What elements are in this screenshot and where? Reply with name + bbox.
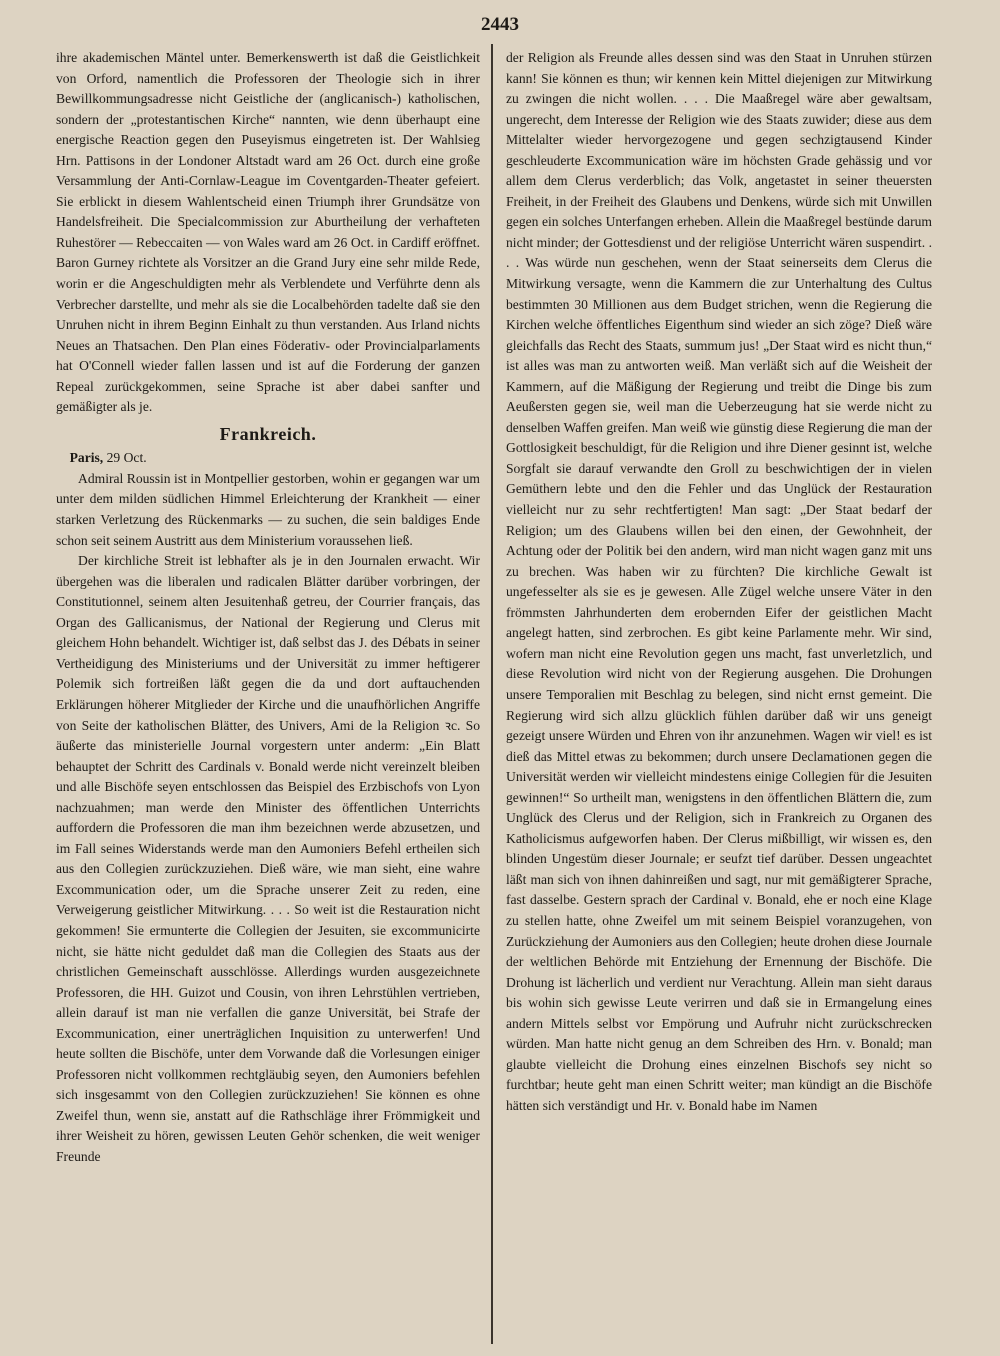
article-paragraph: Admiral Roussin ist in Montpellier gestorben, wohin er gegangen war um unter dem milden südlichen Himmel Erleichterung der Krankheit — einer starken Verletzung des Rückenmarks — zu suchen, die sein baldiges Ende schon seit seinem Austritt aus dem Ministerium voraussehen ließ. <box>56 470 480 548</box>
left-column <box>56 48 480 1168</box>
dateline-line <box>56 448 480 469</box>
article-paragraph: Der kirchliche Streit ist lebhafter als je in den Journalen erwacht. Wir übergehen was die liberalen und radicalen Blätter darüber vorbringen, der Constitutionnel, seinem alten Jesuitenhaß getreu, der Courrier français, das Organ des Gallicanismus, der National der Regierung und Clerus mit gleichem Hohn behandelt. Wichtiger ist, daß selbst das J. des Débats in seiner Vertheidigung des Ministeriums und der Universität zu immer heftigerer Polemik sich fortreißen läßt gegen die da und dort auftauchenden Erklärungen höherer Mitglieder der Kirche und die unaufhörlichen Angriffe von Seite der katholischen Blätter, des Univers, Ami de la Religion ꝛc. So äußerte das ministerielle Journal vorgestern unter anderm: „Ein Blatt behauptet der Schritt des Cardinals v. Bonald werde nicht vereinzelt bleiben und alle Bischöfe seyen entschlossen das Beispiel des Erzbischofs von Lyon nachzuahmen; man werde den Minister des öffentlichen Unterrichts auffordern die Professoren die man ihm bezeichnen werde abzusetzen, und im Fall seines Widerstands werde man den Aumoniers Befehl ertheilen sich aus den Collegien zurückzuziehen. Dieß wäre, wie man sieht, eine wahre Excommunication oder, um die Sprache unserer Zeit zu reden, eine Verweigerung geistlicher Mitwirkung. . . . So weit ist die Restauration nicht gekommen! Sie ermunterte die Collegien der Jesuiten, sie excommunicirte nicht, sie hätte nicht geduldet daß man die Collegien des Staats aus der christlichen Gemeinschaft ausschlösse. Allerdings wurden ausgezeichnete Professoren, die HH. Guizot und Cousin, von ihren Lehrstühlen vertrieben, allein darauf ist man nie verfallen die ganze Universität, bei Strafe der Excommunication, einer unerträglichen Inquisition zu unterwerfen! Und heute sollten die Bischöfe, unter dem Vorwande daß die Vorlesungen einiger Professoren nicht vollkommen rechtgläubig seyen, den Aumoniers befehlen sich insgesammt von den Collegien zurückzuziehen! Sie können es ohne Zweifel thun, wenn sie, anstatt auf die Rathschläge ihrer Frömmigkeit und ihrer Weisheit zu hören, gewissen Leuten Gehör schenken, die weit weniger Freunde <box>56 553 480 1164</box>
article-paragraph: der Religion als Freunde alles dessen sind was den Staat in Unruhen stürzen kann! Sie können es thun; wir kennen kein Mittel diejenigen zur Mitwirkung zu zwingen die nicht wollen. . . . Die Maaßregel wäre aber gewaltsam, ungerecht, dem Interesse der Religion wie des Staats zuwider; diese aus dem Mittelalter wieder hervorgezogene und gegen sechzigtausend Kinder geschleuderte Excommunication wäre im höchsten Grade gehässig und vor allem dem Clerus verderblich; das Volk, angetastet in seiner theuersten Freiheit, in der Freiheit des Glaubens und Denkens, würde sich mit Unwillen gegen ein solches Unterfangen erheben. Allein die Maaßregel bestünde darum nicht minder; der Gottesdienst und der religiöse Unterricht wären suspendirt. . . . Was würde nun geschehen, wenn der Staat seinerseits dem Clerus die Mitwirkung versagte, wenn die Kammern die zur Unterhaltung des Cultus bestimmten 30 Millionen aus dem Budget strichen, wenn die Regierung die Kirchen welche öffentliches Eigenthum sind wieder an sich zöge? Dieß wäre gleichfalls das Recht des Staats, summum jus! „Der Staat wird es nicht thun,“ ist alles was man zu antworten weiß. Man verläßt sich auf die Weisheit der Kammern, auf die Mäßigung der Regierung und treibt die Dinge bis zum Aeußersten gegen sie, weil man die Ueberzeugung hat sie werde nicht zu denselben Waffen greifen. Man weiß wie günstig diese Regierung die man der Gottlosigkeit beschuldigt, für die Religion und ihre Diener gesinnt ist, welche Sorgfalt sie darauf verwandte den Groll zu beschwichtigen der in vielen Gemüthern lebte und den die Fehler und das Unglück der Restauration vielleicht nur zu sehr rechtfertigten! Man sagt: „Der Staat bedarf der Religion; um des Glaubens willen bei den einen, der Gewohnheit, der Achtung oder der Politik bei den andern, wird man nicht wagen ganz mit uns zu brechen. Was haben wir zu fürchten? Die kirchliche Gewalt ist ungefesselter als sie es je gewesen. Alle Zügel welche unsere Väter in den frömmsten Jahrhunderten dem erobernden Eifer der geistlichen Macht angelegt hatten, sind zerbrochen. Es gibt keine Parlamente mehr. Wir sind, wofern man nicht eine Revolution gegen uns macht, fast unverletzlich, und diese Revolution wird nicht von der Regierung ausgehen. Die Drohungen unsere Temporalien mit Beschlag zu belegen, sind nicht ernst gemeint. Die Regierung wird sich allzu glücklich fühlen darüber daß wir uns geneigt gezeigt unsere Würden und Ehren von ihr anzunehmen. Wagen wir viel! es ist dieß das Mittel etwas zu bekommen; durch unsere Declamationen gegen die Universität werden wir vielleicht mindestens einige Collegien für die Jesuiten gewinnen!“ So urtheilt man, wenigstens in den öffentlichen Blättern die, zum Unglück des Clerus und der Religion, sich in Frankreich zu Organen des Katholicismus aufgeworfen haben. Der Clerus mißbilligt, wir wissen es, den blinden Ungestüm dieser Journale; er seufzt tief darüber. Dessen ungeachtet läßt man sich von ihnen dahinreißen und sagt, nur mit gemäßigterer Sprache, fast dasselbe. Gestern sprach der Cardinal v. Bonald, ehe er noch eine Klage zu stellen hatte, ohne Zweifel um mit seinem Beispiel voranzugehen, von Zurückziehung der Aumoniers aus den Collegien; heute drohen diese Journale der weltlichen Behörde mit Entziehung der Ernennung der Bischöfe. Die Drohung ist lächerlich und verdient nur Verachtung. Allein man sieht daraus bis wohin sich gewisse Leute verirren und daß sie in Ermangelung eines andern Mittels selbst vor Empörung und Aufruhr nicht zurückschrecken würden. Man hatte nicht genug an dem Schreiben des Hrn. v. Bonald; man glaubte vielleicht die Drohung eines einzelnen Bischofs sey nicht so furchtbar; heute geht man einen Schritt weiter; man kündigt an die Bischöfe hätten sich verständigt und Hr. v. Bonald habe im Namen <box>506 50 932 1113</box>
right-column <box>506 48 932 1116</box>
dateline-date: 29 Oct. <box>106 450 147 466</box>
dateline: Paris, <box>69 450 104 466</box>
column-rule <box>491 44 493 1344</box>
section-heading: Frankreich. <box>219 423 317 444</box>
article-paragraph: ihre akademischen Mäntel unter. Bemerkenswerth ist daß die Geistlichkeit von Orford, namentlich die Professoren der Theologie sich in ihrer Bewillkommungsadresse nicht Geistliche der (anglicanisch-) katholischen, sondern der „protestantischen Kirche“ nannten, wie denn überhaupt eine energische Reaction gegen den Puseyismus eingetreten ist. Der Wahlsieg Hrn. Pattisons in der Londoner Altstadt ward am 26 Oct. durch eine große Versammlung der Anti-Cornlaw-League im Coventgarden-Theater gefeiert. Sie erblickt in diesem Wahlentscheid einen Triumph ihrer Grundsätze von Handelsfreiheit. Die Specialcommission zur Aburtheilung der verhafteten Ruhestörer — Rebeccaiten — von Wales ward am 26 Oct. in Cardiff eröffnet. Baron Gurney richtete als Vorsitzer an die Grand Jury eine sehr milde Rede, worin er die Angeschuldigten mehr als Verblendete und Verführte denn als Verbrecher darstellte, und mehr als sie die Localbehörden tadelte daß sie den Unruhen nicht in ihrem Beginn Einhalt zu thun verstanden. Aus Irland nichts Neues an Thatsachen. Den Plan eines Föderativ- oder Provincialparlaments hat O'Connell wieder fallen lassen und ist auf die Forderung der ganzen Repeal zurückgekommen, seine Sprache ist aber dabei sanfter und gemäßigter als je. <box>56 50 480 415</box>
page-number: 2443 <box>481 14 519 35</box>
